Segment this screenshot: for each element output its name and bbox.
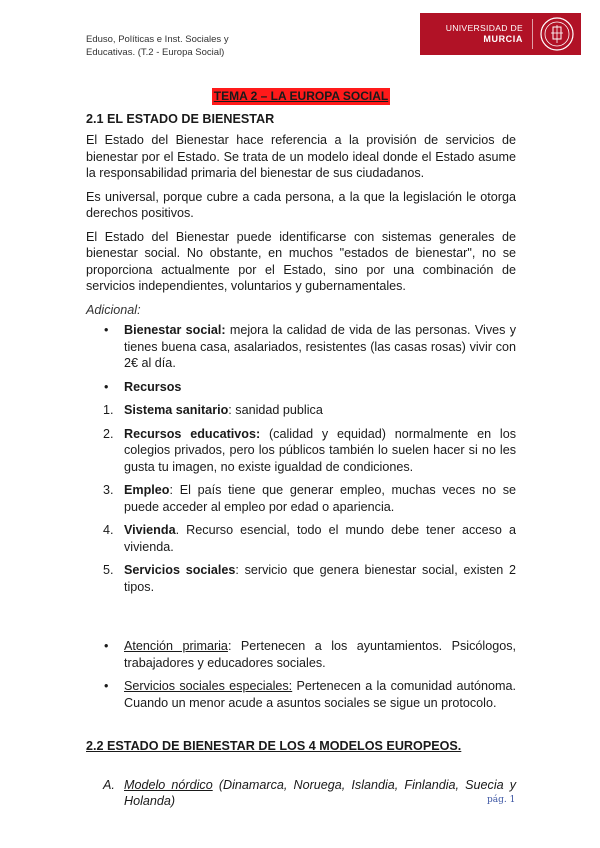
- header-course-title: [86, 33, 229, 59]
- servicios-especiales-term: Servicios sociales especiales:: [124, 679, 293, 693]
- list-number: 5.: [103, 563, 114, 577]
- list-item-atencion-primaria: [86, 638, 516, 671]
- atencion-primaria-term: Atención primaria: [124, 639, 228, 653]
- bullet-list-1: [86, 322, 516, 395]
- bienestar-social-term: Bienestar social:: [124, 323, 226, 337]
- bullet-icon: •: [104, 679, 109, 693]
- page-number: pág. 1: [487, 795, 516, 805]
- list-number: 2.: [103, 426, 114, 441]
- logo-divider: [532, 19, 533, 49]
- university-seal-icon: [540, 17, 574, 51]
- spacer: [86, 755, 516, 777]
- bienestar-social-text: mejora la calidad de vida de las personas. Vives y tienes buena casa, asalariados, resistentes (las casas rosas) vivir con 2€ al día.: [124, 323, 516, 370]
- list-number: 3.: [103, 483, 114, 497]
- item-text: : El país tiene que generar empleo, muchas veces no se puede acceder al empleo por edad o apariencia.: [124, 483, 516, 514]
- title-wrap: [86, 88, 516, 105]
- list-item-recursos: [86, 379, 516, 396]
- list-item: [86, 402, 516, 419]
- header-line-2: Educativas. (T.2 - Europa Social): [86, 47, 225, 58]
- numbered-list: [86, 402, 516, 595]
- logo-text: [420, 23, 523, 45]
- item-term: Servicios sociales: [124, 563, 236, 577]
- document-body: [86, 88, 516, 817]
- section-2-heading: 2.2 ESTADO DE BIENESTAR DE LOS 4 MODELOS EUROPEOS.: [86, 739, 462, 753]
- list-letter: A.: [103, 777, 115, 792]
- bullet-list-servicios: [86, 638, 516, 711]
- bullet-icon: •: [104, 379, 109, 394]
- list-item-servicios-especiales: [86, 678, 516, 711]
- list-item: [86, 482, 516, 515]
- spacer: [86, 602, 516, 638]
- section-1-heading: 2.1 EL ESTADO DE BIENESTAR: [86, 111, 275, 126]
- item-text: : servicio que genera bienestar social, existen 2 tipos.: [124, 563, 516, 594]
- bullet-icon: •: [104, 639, 109, 653]
- page-title: TEMA 2 – LA EUROPA SOCIAL: [213, 89, 389, 103]
- paragraph-3: El Estado del Bienestar puede identificarse con sistemas generales de bienestar social. No obstante, en muchos "estados de bienestar", no se proporciona actualmente por el Estado, sino por una combinación de servicios independientes, voluntarios y gubernamentales.: [86, 229, 516, 293]
- atencion-primaria-text: : Pertenecen a los ayuntamientos. Psicólogos, trabajadores y educadores sociales.: [124, 639, 516, 670]
- list-number: 4.: [103, 523, 114, 537]
- servicios-especiales-text: Pertenecen a la comunidad autónoma. Cuando un menor acude a asuntos sociales se sigue un protocolo.: [124, 679, 516, 710]
- spacer: [86, 718, 516, 738]
- university-logo: [420, 13, 581, 55]
- logo-line-2: MURCIA: [483, 34, 523, 44]
- logo-line-1: UNIVERSIDAD DE: [445, 23, 523, 33]
- list-item: [86, 426, 516, 476]
- list-item: [86, 522, 516, 555]
- item-term: Sistema sanitario: [124, 403, 229, 417]
- item-term: Empleo: [124, 483, 170, 497]
- bullet-icon: •: [104, 323, 109, 337]
- list-item-bienestar-social: [86, 322, 516, 372]
- list-number: 1.: [103, 403, 114, 417]
- item-term: Vivienda: [124, 523, 176, 537]
- lettered-list: [86, 777, 516, 810]
- paragraph-2: Es universal, porque cubre a cada persona, a la que la legislación le otorga derechos positivos.: [86, 189, 516, 220]
- recursos-term: Recursos: [124, 379, 182, 394]
- list-item-modelo-nordico: [86, 777, 516, 810]
- header-line-1: Eduso, Políticas e Inst. Sociales y: [86, 34, 229, 45]
- paragraph-1: El Estado del Bienestar hace referencia a la provisión de servicios de bienestar por el Estado. Se trata de un modelo ideal donde el Estado asume la responsabilidad primaria del bienestar de sus ciudadanos.: [86, 133, 516, 180]
- item-text: : sanidad publica: [228, 403, 323, 417]
- item-term: Recursos educativos:: [124, 426, 261, 441]
- modelo-nordico-term: Modelo nórdico: [124, 777, 213, 792]
- item-text: (calidad y equidad) normalmente en los colegios privados, pero los públicos también lo suelen hacer si no les gusta tu imagen, no existe igualdad de condiciones.: [124, 426, 516, 474]
- modelo-nordico-text: (Dinamarca, Noruega, Islandia, Finlandia, Suecia y Holanda): [124, 777, 517, 808]
- list-item: [86, 562, 516, 595]
- adicional-label: Adicional:: [86, 302, 141, 317]
- item-text: . Recurso esencial, todo el mundo debe tener acceso a vivienda.: [124, 523, 516, 554]
